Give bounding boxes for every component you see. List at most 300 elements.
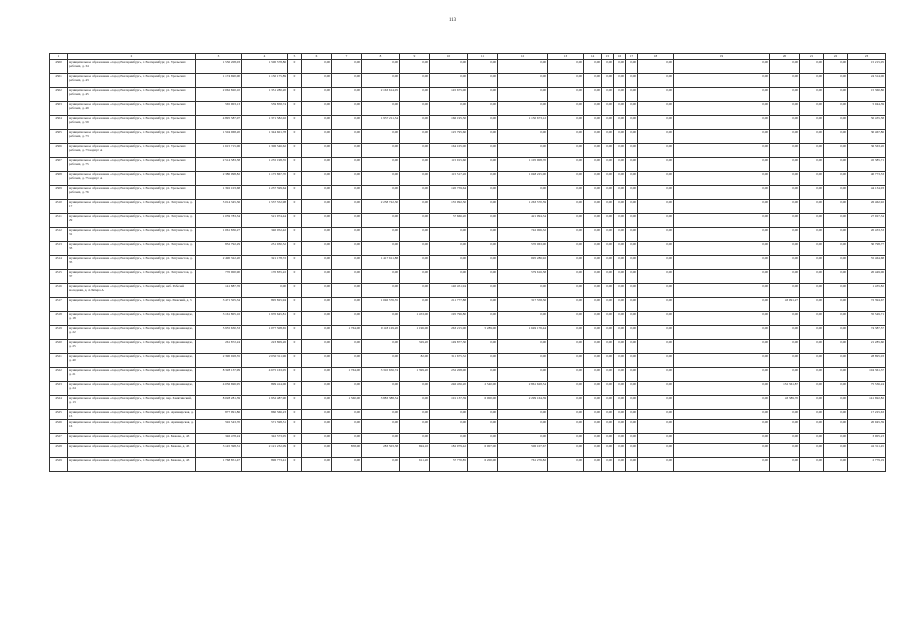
value-cell: 1 344 601,78 bbox=[242, 130, 288, 144]
value-cell: 0,00 bbox=[302, 256, 332, 270]
value-cell: 0,00 bbox=[638, 396, 674, 410]
value-cell: 75 536,24 bbox=[848, 382, 886, 396]
value-cell: 125 795,60 bbox=[430, 130, 468, 144]
value-cell: 0,00 bbox=[468, 298, 498, 312]
value-cell: 0,00 bbox=[332, 284, 362, 298]
value-cell: 1 500 578,86 bbox=[242, 60, 288, 74]
row-number: 4511 bbox=[50, 214, 68, 228]
value-cell: 263 215,00 bbox=[430, 326, 468, 340]
value-cell: 0,00 bbox=[548, 228, 584, 242]
value-cell: 0,00 bbox=[674, 74, 770, 88]
value-cell: 0 bbox=[288, 368, 302, 382]
value-cell: 0,00 bbox=[400, 102, 430, 116]
value-cell: 0,00 bbox=[800, 410, 824, 420]
value-cell: 0,00 bbox=[638, 298, 674, 312]
value-cell: 0,00 bbox=[548, 242, 584, 256]
value-cell: 0,00 bbox=[614, 326, 626, 340]
value-cell: 0,00 bbox=[584, 368, 602, 382]
value-cell: 0,00 bbox=[302, 420, 332, 434]
value-cell: 0,00 bbox=[638, 382, 674, 396]
value-cell: 2 380 098,82 bbox=[196, 172, 242, 186]
value-cell: 0,00 bbox=[584, 354, 602, 368]
value-cell: 0,00 bbox=[302, 326, 332, 340]
value-cell: 2 540,00 bbox=[468, 382, 498, 396]
value-cell: 0,00 bbox=[302, 60, 332, 74]
value-cell: 195 796,80 bbox=[430, 312, 468, 326]
value-cell: 0,00 bbox=[468, 340, 498, 354]
value-cell: 15 360,86 bbox=[848, 88, 886, 102]
value-cell: 0,00 bbox=[602, 60, 614, 74]
address-cell: муниципальное образование «город Екатеринбург», г. Екатеринбург, пер. Замятинский, д. 13 bbox=[68, 396, 196, 410]
value-cell: 0,00 bbox=[626, 354, 638, 368]
value-cell: 2 514 583,58 bbox=[196, 158, 242, 172]
value-cell: 0,00 bbox=[498, 368, 548, 382]
value-cell: 72 394,67 bbox=[848, 298, 886, 312]
value-cell: 0,00 bbox=[430, 270, 468, 284]
value-cell: 3 310 656,74 bbox=[362, 368, 400, 382]
value-cell: 0,00 bbox=[824, 214, 848, 228]
value-cell: 0,00 bbox=[584, 458, 602, 472]
value-cell: 0,00 bbox=[614, 410, 626, 420]
value-cell: 246 456,20 bbox=[430, 382, 468, 396]
value-cell: 0,00 bbox=[468, 256, 498, 270]
value-cell: 5 014 345,36 bbox=[196, 200, 242, 214]
value-cell: 1 764,00 bbox=[332, 326, 362, 340]
value-cell: 0 bbox=[288, 60, 302, 74]
value-cell: 0,00 bbox=[638, 420, 674, 434]
value-cell: 0,00 bbox=[584, 312, 602, 326]
value-cell: 0 bbox=[288, 186, 302, 200]
value-cell: 40 773,53 bbox=[848, 172, 886, 186]
value-cell: 0,00 bbox=[602, 158, 614, 172]
table-row bbox=[50, 434, 886, 444]
column-number-7: 7 bbox=[332, 54, 362, 60]
value-cell: 0,00 bbox=[400, 420, 430, 434]
value-cell: 0,00 bbox=[302, 228, 332, 242]
value-cell: 0 bbox=[288, 420, 302, 434]
value-cell: 0,00 bbox=[824, 396, 848, 410]
value-cell: 0,00 bbox=[614, 256, 626, 270]
value-cell: 0,00 bbox=[584, 130, 602, 144]
value-cell: 0,00 bbox=[602, 444, 614, 458]
address-cell: муниципальное образование «город Екатеринбург», г. Екатеринбург, пр. Орджоникидзе, д. 40 bbox=[68, 354, 196, 368]
value-cell: 1 150 673,12 bbox=[498, 116, 548, 130]
value-cell: 0,00 bbox=[770, 284, 800, 298]
value-cell: 0,00 bbox=[800, 186, 824, 200]
value-cell: 2 779,19 bbox=[848, 458, 886, 472]
value-cell: 0,00 bbox=[468, 172, 498, 186]
value-cell: 0,00 bbox=[332, 158, 362, 172]
value-cell: 0,00 bbox=[638, 228, 674, 242]
value-cell: 1 392 103,68 bbox=[196, 186, 242, 200]
value-cell: 570 063,00 bbox=[498, 242, 548, 256]
value-cell: 0,00 bbox=[602, 270, 614, 284]
value-cell: 0,00 bbox=[548, 200, 584, 214]
value-cell: 101 137,39 bbox=[430, 396, 468, 410]
value-cell: 0,00 bbox=[824, 200, 848, 214]
value-cell: 0,00 bbox=[468, 144, 498, 158]
value-cell: 82,00 bbox=[400, 354, 430, 368]
value-cell: 8 028 281,39 bbox=[196, 396, 242, 410]
value-cell: 0,00 bbox=[638, 458, 674, 472]
value-cell: 0,00 bbox=[800, 434, 824, 444]
value-cell: 0,00 bbox=[770, 312, 800, 326]
value-cell: 2 050 311,96 bbox=[242, 354, 288, 368]
value-cell: 0,00 bbox=[626, 340, 638, 354]
value-cell: 0,00 bbox=[584, 88, 602, 102]
value-cell: 770 900,90 bbox=[196, 270, 242, 284]
value-cell: 0 bbox=[288, 88, 302, 102]
value-cell: 1 417 611,88 bbox=[362, 256, 400, 270]
value-cell: 0,00 bbox=[548, 444, 584, 458]
value-cell: 0,00 bbox=[400, 396, 430, 410]
value-cell: 0 bbox=[288, 410, 302, 420]
address-cell: муниципальное образование «город Екатеринбург», г. Екатеринбург, ул. Энтузиастов, д. 35 bbox=[68, 256, 196, 270]
value-cell: 0,00 bbox=[602, 396, 614, 410]
value-cell: 0,00 bbox=[584, 382, 602, 396]
row-number: 4504 bbox=[50, 116, 68, 130]
row-number: 4528 bbox=[50, 444, 68, 458]
value-cell: 0,00 bbox=[674, 158, 770, 172]
value-cell: 1 768 851,47 bbox=[196, 458, 242, 472]
value-cell: 340 052,42 bbox=[242, 228, 288, 242]
value-cell: 0,00 bbox=[638, 284, 674, 298]
value-cell: 0,00 bbox=[824, 434, 848, 444]
value-cell: 0,00 bbox=[800, 200, 824, 214]
value-cell: 223 809,26 bbox=[242, 340, 288, 354]
value-cell: 0,00 bbox=[430, 74, 468, 88]
value-cell: 43 091,27 bbox=[770, 298, 800, 312]
row-number: 4521 bbox=[50, 354, 68, 368]
value-cell: 0,00 bbox=[302, 214, 332, 228]
value-cell: 42 311,45 bbox=[848, 444, 886, 458]
value-cell: 0,00 bbox=[362, 186, 400, 200]
value-cell: 0,00 bbox=[626, 186, 638, 200]
column-number-3: 3 bbox=[196, 54, 242, 60]
value-cell: 0,00 bbox=[800, 382, 824, 396]
value-cell: 506 107,67 bbox=[498, 444, 548, 458]
value-cell: 0,00 bbox=[626, 326, 638, 340]
value-cell: 0,00 bbox=[468, 420, 498, 434]
value-cell: 0,00 bbox=[400, 284, 430, 298]
value-cell: 0,00 bbox=[602, 242, 614, 256]
column-number-13: 13 bbox=[548, 54, 584, 60]
value-cell: 0,00 bbox=[626, 130, 638, 144]
row-number: 4527 bbox=[50, 434, 68, 444]
table-row bbox=[50, 284, 886, 298]
value-cell: 0,00 bbox=[674, 444, 770, 458]
value-cell: 21 285,60 bbox=[848, 340, 886, 354]
value-cell: 0,00 bbox=[548, 74, 584, 88]
value-cell: 0,00 bbox=[674, 326, 770, 340]
value-cell: 0,00 bbox=[302, 172, 332, 186]
value-cell: 1 351 280,20 bbox=[242, 88, 288, 102]
value-cell: 0,00 bbox=[770, 410, 800, 420]
value-cell: 0,00 bbox=[638, 144, 674, 158]
table-row bbox=[50, 396, 886, 410]
value-cell: 0,00 bbox=[824, 172, 848, 186]
column-number-15: 15 bbox=[602, 54, 614, 60]
value-cell: 0,00 bbox=[584, 144, 602, 158]
table-row bbox=[50, 420, 886, 434]
value-cell: 1 196,00 bbox=[400, 326, 430, 340]
value-cell: 1 537 552,98 bbox=[242, 200, 288, 214]
value-cell: 0,00 bbox=[400, 186, 430, 200]
value-cell: 0,00 bbox=[638, 434, 674, 444]
value-cell: 28 895,03 bbox=[848, 354, 886, 368]
table-row bbox=[50, 144, 886, 158]
row-number: 4503 bbox=[50, 102, 68, 116]
value-cell: 0,00 bbox=[638, 368, 674, 382]
address-cell: муниципальное образование «город Екатеринбург», г. Екатеринбург, ул. Уральских рабочих, д. 43 bbox=[68, 74, 196, 88]
value-cell: 1 399,20 bbox=[400, 368, 430, 382]
value-cell: 0 bbox=[288, 158, 302, 172]
value-cell: 0,00 bbox=[824, 410, 848, 420]
value-cell: 0,00 bbox=[548, 116, 584, 130]
value-cell: 145 675,00 bbox=[430, 88, 468, 102]
value-cell: 0,00 bbox=[770, 144, 800, 158]
value-cell: 0,00 bbox=[674, 396, 770, 410]
row-number: 4529 bbox=[50, 458, 68, 472]
value-cell: 0,00 bbox=[468, 270, 498, 284]
value-cell: 579 616,58 bbox=[498, 270, 548, 284]
value-cell: 141 887,76 bbox=[196, 284, 242, 298]
value-cell: 0,00 bbox=[800, 60, 824, 74]
value-cell: 0,00 bbox=[800, 298, 824, 312]
value-cell: 0,00 bbox=[332, 172, 362, 186]
value-cell: 0,00 bbox=[498, 74, 548, 88]
value-cell: 0,00 bbox=[548, 354, 584, 368]
row-number: 4526 bbox=[50, 420, 68, 434]
value-cell: 852 792,29 bbox=[196, 242, 242, 256]
value-cell: 0,00 bbox=[400, 382, 430, 396]
value-cell: 1 237 599,64 bbox=[242, 186, 288, 200]
value-cell: 0,00 bbox=[638, 186, 674, 200]
value-cell: 0,00 bbox=[626, 382, 638, 396]
column-number-14: 14 bbox=[584, 54, 602, 60]
value-cell: 0,00 bbox=[430, 256, 468, 270]
value-cell: 0,00 bbox=[602, 88, 614, 102]
value-cell: 0,00 bbox=[302, 116, 332, 130]
value-cell: 0,00 bbox=[302, 368, 332, 382]
value-cell: 0,00 bbox=[584, 60, 602, 74]
value-cell: 27 927,34 bbox=[848, 214, 886, 228]
value-cell: 0,00 bbox=[400, 74, 430, 88]
value-cell: 0,00 bbox=[400, 228, 430, 242]
value-cell: 0,00 bbox=[602, 312, 614, 326]
value-cell: 0,00 bbox=[468, 130, 498, 144]
value-cell: 0,00 bbox=[362, 130, 400, 144]
value-cell: 0,00 bbox=[302, 144, 332, 158]
value-cell: 0,00 bbox=[548, 214, 584, 228]
value-cell: 0 bbox=[288, 214, 302, 228]
value-cell: 0,00 bbox=[468, 434, 498, 444]
value-cell: 0,00 bbox=[302, 444, 332, 458]
value-cell: 0,00 bbox=[548, 396, 584, 410]
value-cell: 0,00 bbox=[548, 284, 584, 298]
value-cell: 329,20 bbox=[400, 340, 430, 354]
value-cell: 0,00 bbox=[332, 130, 362, 144]
value-cell: 0,00 bbox=[614, 88, 626, 102]
value-cell: 2 490 322,20 bbox=[196, 256, 242, 270]
value-cell: 1 970 645,81 bbox=[242, 312, 288, 326]
value-cell: 30 798,77 bbox=[848, 242, 886, 256]
value-cell: 0 bbox=[288, 284, 302, 298]
value-cell: 0,00 bbox=[614, 144, 626, 158]
value-cell: 0,00 bbox=[800, 228, 824, 242]
value-cell: 0,00 bbox=[584, 256, 602, 270]
value-cell: 0,00 bbox=[584, 116, 602, 130]
value-cell: 251 930,52 bbox=[242, 242, 288, 256]
value-cell: 0,00 bbox=[498, 144, 548, 158]
column-number-9: 9 bbox=[400, 54, 430, 60]
value-cell: 0,00 bbox=[614, 116, 626, 130]
table-row bbox=[50, 74, 886, 88]
value-cell: 0,00 bbox=[626, 298, 638, 312]
value-cell: 0,00 bbox=[302, 242, 332, 256]
value-cell: 0,00 bbox=[602, 354, 614, 368]
address-cell: муниципальное образование «город Екатеринбург», г. Екатеринбург, ул. Бажова, д. 43 bbox=[68, 434, 196, 444]
value-cell: 0,00 bbox=[584, 326, 602, 340]
value-cell: 0,00 bbox=[626, 396, 638, 410]
value-cell: 0,00 bbox=[674, 458, 770, 472]
value-cell: 0,00 bbox=[614, 312, 626, 326]
value-cell: 0,00 bbox=[362, 458, 400, 472]
value-cell: 0,00 bbox=[584, 340, 602, 354]
value-cell: 0,00 bbox=[332, 60, 362, 74]
value-cell: 0 bbox=[288, 340, 302, 354]
value-cell: 0,00 bbox=[638, 340, 674, 354]
value-cell: 0,00 bbox=[800, 420, 824, 434]
value-cell: 0,00 bbox=[548, 102, 584, 116]
value-cell: 1 952 487,90 bbox=[242, 396, 288, 410]
table-row bbox=[50, 186, 886, 200]
value-cell: 0,00 bbox=[332, 340, 362, 354]
address-cell: муниципальное образование «город Екатеринбург», г. Екатеринбург, ул. Бажова, д. 45 bbox=[68, 444, 196, 458]
value-cell: 3 905,23 bbox=[848, 434, 886, 444]
value-cell: 0,00 bbox=[362, 214, 400, 228]
value-cell: 761 276,82 bbox=[498, 458, 548, 472]
value-cell: 0,00 bbox=[302, 340, 332, 354]
value-cell: 0,00 bbox=[638, 326, 674, 340]
value-cell: 1 550 208,03 bbox=[196, 60, 242, 74]
value-cell: 1 649 176,44 bbox=[498, 326, 548, 340]
value-cell: 0,00 bbox=[400, 130, 430, 144]
value-cell: 0,00 bbox=[332, 298, 362, 312]
value-cell: 164 105,00 bbox=[430, 144, 468, 158]
value-cell: 0,00 bbox=[302, 158, 332, 172]
value-cell: 0,00 bbox=[770, 458, 800, 472]
value-cell: 0 bbox=[288, 74, 302, 88]
value-cell: 0,00 bbox=[626, 420, 638, 434]
value-cell: 0,00 bbox=[614, 396, 626, 410]
row-number: 4510 bbox=[50, 200, 68, 214]
value-cell: 0,00 bbox=[468, 74, 498, 88]
value-cell: 0,00 bbox=[498, 312, 548, 326]
value-cell: 0,00 bbox=[430, 228, 468, 242]
value-cell: 0,00 bbox=[498, 420, 548, 434]
address-cell: муниципальное образование «город Екатеринбург», г. Екатеринбург, ул. Бажова, д. 43 bbox=[68, 458, 196, 472]
address-cell: муниципальное образование «город Екатеринбург», г. Екатеринбург, пер. Рижский, д. 3 bbox=[68, 298, 196, 312]
row-number: 4522 bbox=[50, 368, 68, 382]
column-number-8: 8 bbox=[362, 54, 400, 60]
value-cell: 0,00 bbox=[584, 298, 602, 312]
value-cell: 0,00 bbox=[674, 340, 770, 354]
value-cell: 0,00 bbox=[614, 102, 626, 116]
value-cell: 0,00 bbox=[602, 368, 614, 382]
value-cell: 0,00 bbox=[362, 284, 400, 298]
value-cell: 0,00 bbox=[584, 186, 602, 200]
value-cell: 0,00 bbox=[400, 270, 430, 284]
value-cell: 74 387,57 bbox=[848, 326, 886, 340]
value-cell: 0,00 bbox=[584, 420, 602, 434]
value-cell: 0,00 bbox=[332, 270, 362, 284]
value-cell: 0,00 bbox=[584, 284, 602, 298]
address-cell: муниципальное образование «город Екатеринбург», г. Екатеринбург, пр. Орджоникидзе, д. 24 bbox=[68, 382, 196, 396]
value-cell: 0,00 bbox=[498, 88, 548, 102]
table-row bbox=[50, 458, 886, 472]
value-cell: 0,00 bbox=[638, 158, 674, 172]
value-cell: 0,00 bbox=[548, 410, 584, 420]
value-cell: 0,00 bbox=[614, 298, 626, 312]
value-cell: 0,00 bbox=[302, 298, 332, 312]
value-cell: 0 bbox=[288, 200, 302, 214]
value-cell: 0,00 bbox=[770, 228, 800, 242]
address-cell: муниципальное образование «город Екатеринбург», г. Екатеринбург, ул. Энтузиастов, д. 29 bbox=[68, 214, 196, 228]
value-cell: 877 991,86 bbox=[196, 410, 242, 420]
value-cell: 0,00 bbox=[602, 214, 614, 228]
table-row bbox=[50, 354, 886, 368]
value-cell: 0,00 bbox=[800, 270, 824, 284]
value-cell: 1 764,00 bbox=[332, 368, 362, 382]
value-cell: 0,00 bbox=[468, 354, 498, 368]
value-cell: 0,00 bbox=[800, 256, 824, 270]
value-cell: 0,00 bbox=[674, 298, 770, 312]
value-cell: 0,00 bbox=[584, 74, 602, 88]
value-cell: 0,00 bbox=[400, 410, 430, 420]
value-cell: 0,00 bbox=[824, 256, 848, 270]
value-cell: 0,00 bbox=[770, 434, 800, 444]
value-cell: 0,00 bbox=[302, 74, 332, 88]
value-cell: 611,20 bbox=[400, 458, 430, 472]
value-cell: 0,00 bbox=[498, 340, 548, 354]
value-cell: 0,00 bbox=[674, 144, 770, 158]
value-cell: 0,00 bbox=[548, 326, 584, 340]
value-cell: 1 174 690,00 bbox=[196, 74, 242, 88]
row-number: 4500 bbox=[50, 60, 68, 74]
value-cell: 0,00 bbox=[626, 74, 638, 88]
value-cell: 0,00 bbox=[770, 242, 800, 256]
value-cell: 0,00 bbox=[674, 312, 770, 326]
value-cell: 0,00 bbox=[674, 130, 770, 144]
value-cell: 6 000,00 bbox=[468, 396, 498, 410]
value-cell: 0,00 bbox=[602, 340, 614, 354]
address-cell: муниципальное образование «город Екатеринбург», г. Екатеринбург, ул. Уральских рабочих, д. 34 bbox=[68, 60, 196, 74]
value-cell: 104 361,37 bbox=[848, 368, 886, 382]
value-cell: 0,00 bbox=[498, 186, 548, 200]
value-cell: 0,00 bbox=[614, 74, 626, 88]
address-cell: муниципальное образование «город Екатеринбург», г. Екатеринбург, ул. Энтузиастов, д. 17 bbox=[68, 200, 196, 214]
value-cell: 44 134,03 bbox=[848, 186, 886, 200]
value-cell: 0,00 bbox=[362, 158, 400, 172]
value-cell: 0,00 bbox=[468, 186, 498, 200]
value-cell: 0,00 bbox=[548, 158, 584, 172]
value-cell: 896 773,41 bbox=[242, 458, 288, 472]
row-number: 4517 bbox=[50, 298, 68, 312]
value-cell: 0,00 bbox=[332, 354, 362, 368]
value-cell: 0,00 bbox=[602, 326, 614, 340]
value-cell: 0,00 bbox=[584, 102, 602, 116]
